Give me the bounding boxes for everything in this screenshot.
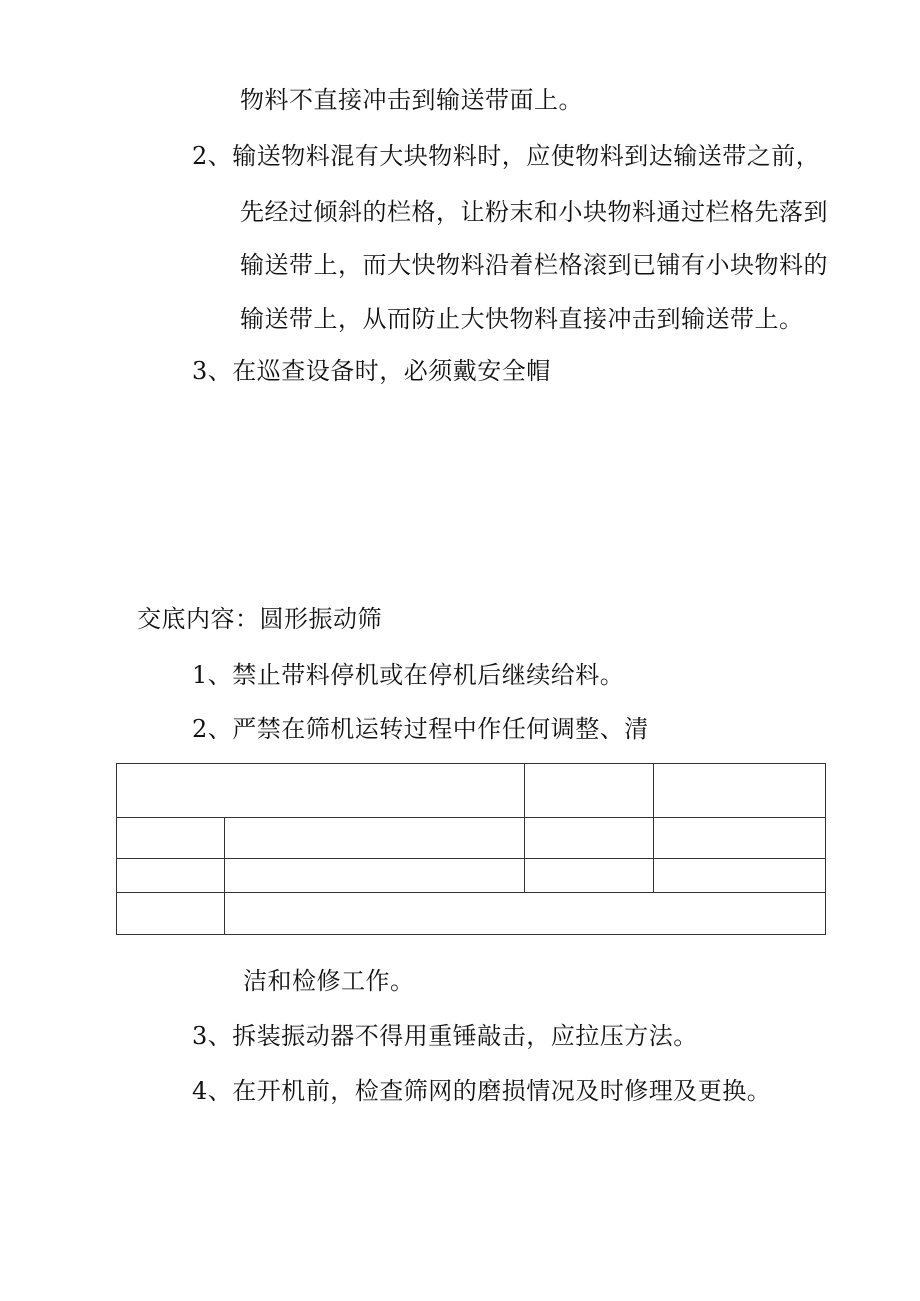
table-cell <box>117 892 225 934</box>
list-item-text: 输送物料混有大块物料时，应使物料到达输送带之前， <box>232 142 821 170</box>
list-number: 4、 <box>192 1077 233 1105</box>
list-item-text: 在开机前，检查筛网的磨损情况及时修理及更换。 <box>232 1077 772 1105</box>
list-number: 3、 <box>192 1022 233 1050</box>
table-row <box>117 858 826 892</box>
table-cell <box>225 818 525 858</box>
list-item-4 <box>192 1076 771 1106</box>
table-row <box>117 818 826 858</box>
item1-continuation-line: 物料不直接冲击到输送带面上。 <box>240 86 583 114</box>
list-number: 3、 <box>192 357 233 385</box>
list-item-text: 拆装振动器不得用重锤敲击，应拉压方法。 <box>232 1022 698 1050</box>
table-cell <box>525 764 654 818</box>
list-item-3 <box>192 1021 698 1051</box>
list-item-text: 严禁在筛机运转过程中作任何调整、清 <box>232 715 649 743</box>
table-row <box>117 764 826 818</box>
list-item-text: 在巡查设备时，必须戴安全帽 <box>232 357 551 385</box>
list-number: 1、 <box>192 661 233 689</box>
list-item-2 <box>192 714 649 744</box>
table-cell <box>654 764 826 818</box>
list-item-text: 禁止带料停机或在停机后继续给料。 <box>232 661 625 689</box>
list-item-2-line-2: 先经过倾斜的栏格，让粉末和小块物料通过栏格先落到 <box>240 198 828 226</box>
table-cell <box>654 818 826 858</box>
table-cell <box>117 858 225 892</box>
table-cell <box>117 764 525 818</box>
form-table <box>116 763 826 935</box>
table-cell <box>225 892 826 934</box>
table-cell <box>525 818 654 858</box>
section-heading: 交底内容：圆形振动筛 <box>137 605 382 633</box>
list-item-1 <box>192 660 624 690</box>
table-cell <box>117 818 225 858</box>
list-item-2-line-3: 输送带上，而大快物料沿着栏格滚到已铺有小块物料的 <box>240 251 828 279</box>
list-item-2-line-4: 输送带上，从而防止大快物料直接冲击到输送带上。 <box>240 305 804 333</box>
list-item-2 <box>192 141 820 171</box>
table-cell <box>225 858 525 892</box>
list-item-2-continuation: 洁和检修工作。 <box>243 967 415 995</box>
list-number: 2、 <box>192 715 233 743</box>
table-cell <box>525 858 654 892</box>
list-item-3 <box>192 356 551 386</box>
table-cell <box>654 858 826 892</box>
list-number: 2、 <box>192 142 233 170</box>
table-row <box>117 892 826 934</box>
